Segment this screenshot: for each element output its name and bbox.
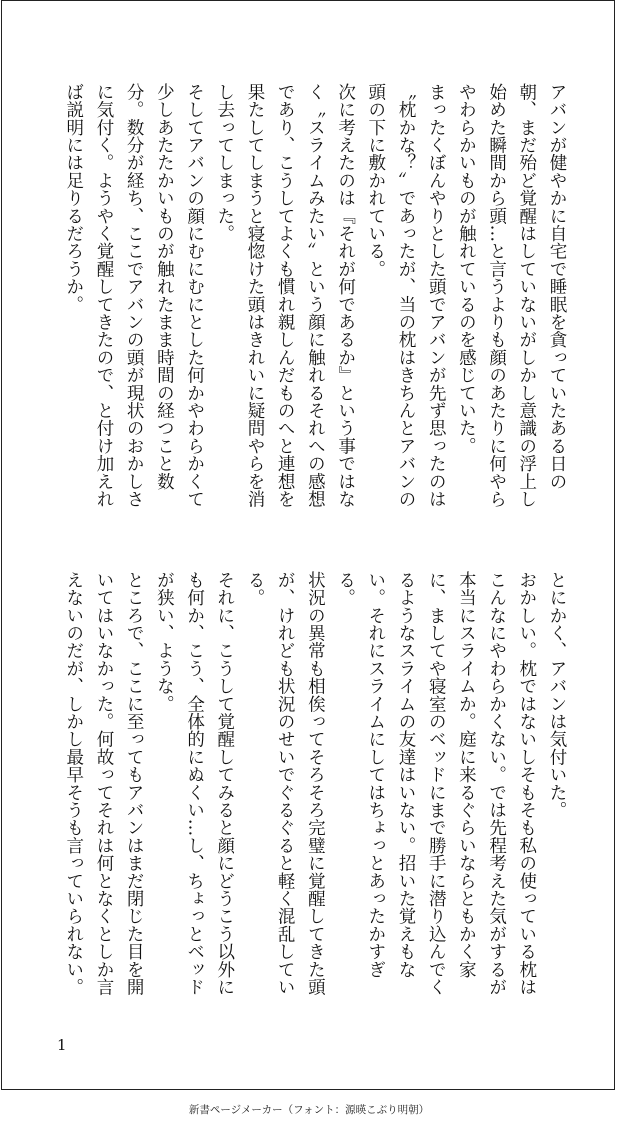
paragraph: 次に考えたのは『それが何であるか』という事ではなく〝スライムみたい〟という顔に触れるそれへの感想であり、こうしてよくも慣れ親しんだものへと連想を果たしてしまうと寝惚けた頭はきれいに疑問やらを消し去ってしまった。	[214, 83, 356, 508]
book-page	[1, 0, 615, 1090]
paragraph: 状況の異常も相俟ってそろそろ完璧に覚醒してきた頭が、けれども状況のせいでぐるぐると軽く混乱している。	[244, 571, 326, 996]
page-number: 1	[57, 1036, 67, 1054]
text-block-top	[52, 83, 572, 523]
paragraph: おかしい。枕ではないしそもそも私の使っている枕はこんなにやわらかくない。では先程考えた気がするが本当にスライムか。庭に来るぐらいならともかく家に、ましてや寝室のベッドにまで勝手に潜り込んでくるようなスライムの友達はいない。招いた覚えもない。それにスライムにしてはちょっとあったかすぎる。	[335, 571, 537, 996]
paragraph: とにかく、アバンは気付いた。	[547, 571, 567, 819]
footer-credit: 新書ページメーカー（フォント：源暎こぶり明朝）	[188, 1104, 430, 1116]
paragraph: アバンが健やかに自宅で睡眠を貪っていたある日の朝、まだ殆ど覚醒はしていないがしかし意識の浮上し始めた瞬間から頭…と言うよりも顔のあたりに何やらやわらかいものが触れているのを感じていた。	[456, 83, 567, 508]
text-block-bottom	[52, 571, 572, 1011]
paragraph: ところで、ここに至ってもアバンはまだ閉じた目を開いてはいなかった。何故ってそれは何となくとしか言えないのだが、しかし最早そうも言っていられない。	[63, 571, 145, 996]
paragraph: それに、こうして覚醒してみると顔にどうこう以外にも何か、こう、全体的にぬくい…し、ちょっとベッドが狭い、ような。	[154, 571, 235, 996]
paragraph: まったくぼんやりとした頭でアバンが先ず思ったのは〝枕かな？〟であったが、当の枕はきちんとアバンの頭の下に敷かれている。	[365, 83, 447, 508]
paragraph: そしてアバンの顔にむにむにとした何かやわらかくて少しあたたかいものが触れたまま時間の経つこと数分。数分が経ち、ここでアバンの頭が現状のおかしさに気付く。ようやく覚醒してきたので、と付け加えれば説明には足りるだろうか。	[63, 83, 205, 508]
